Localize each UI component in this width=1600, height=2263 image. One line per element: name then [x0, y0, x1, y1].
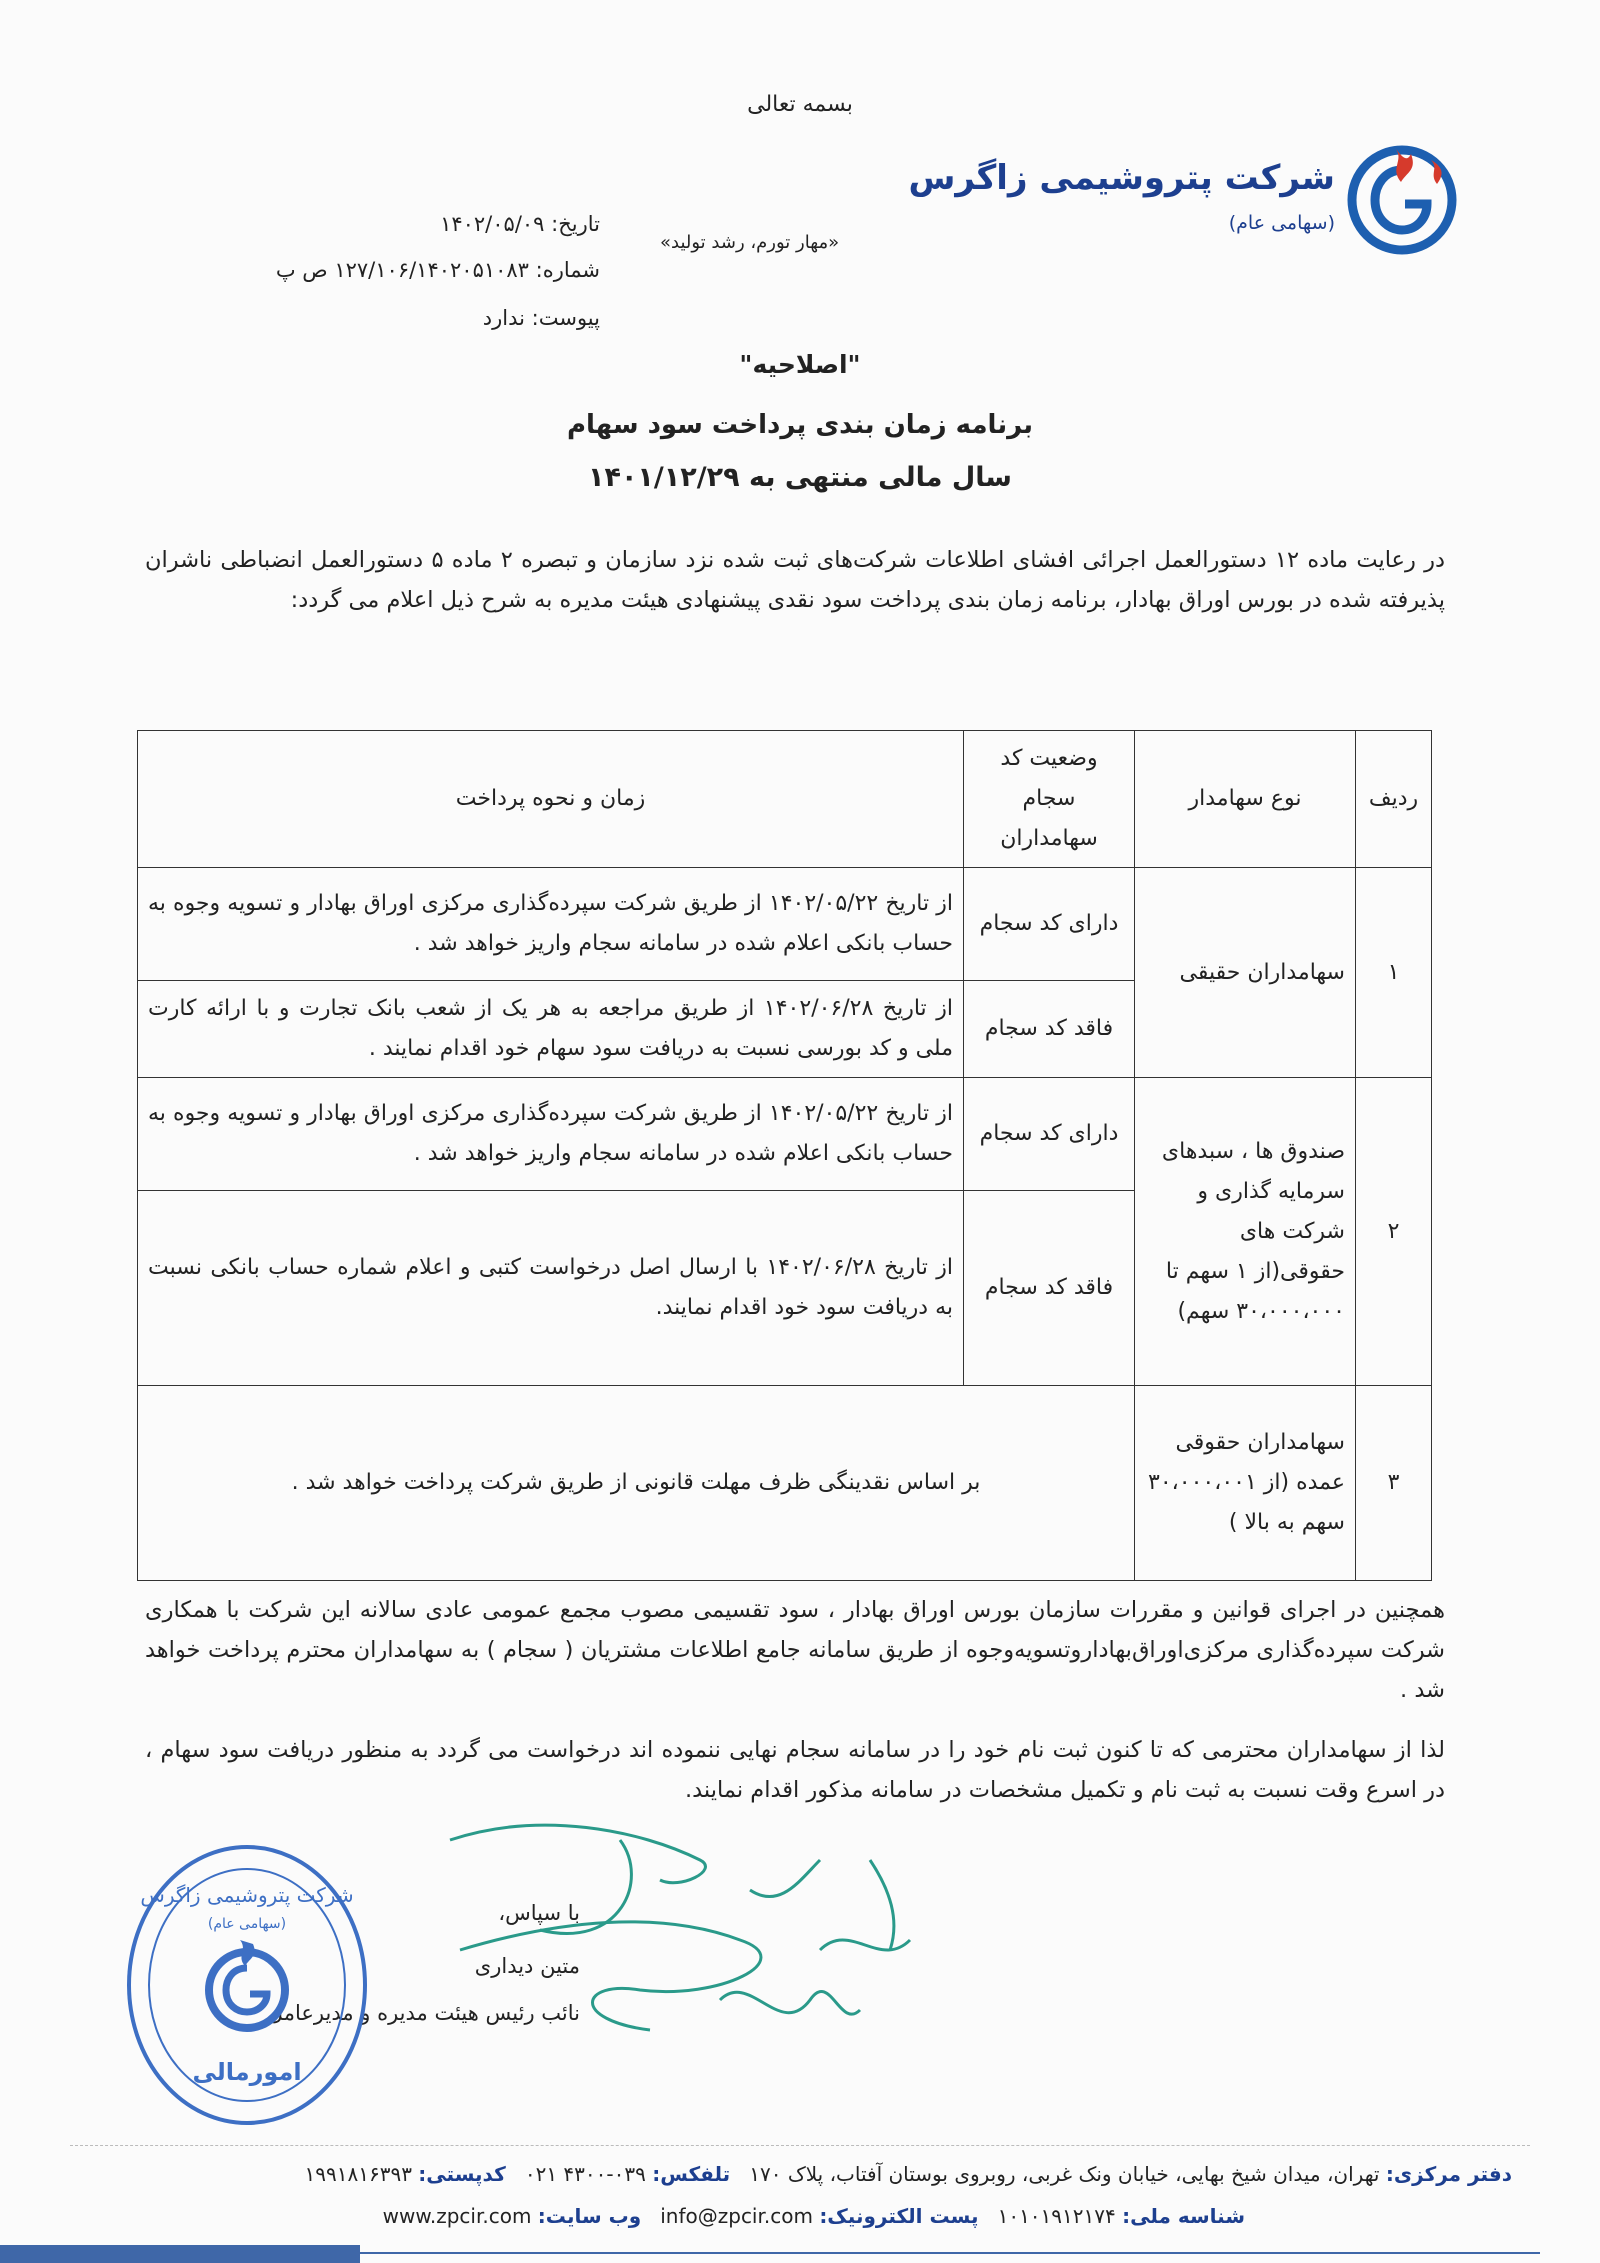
row2-payment-with-code: از تاریخ ۱۴۰۲/۰۵/۲۲ از طریق شرکت سپرده‌گذاری مرکزی اوراق بهادار و تسویه وجوه به حساب بانکی اعلام شده در سامانه سجام واریز خواهد شد . — [138, 1078, 964, 1191]
header-type: نوع سهامدار — [1135, 731, 1356, 868]
row1-payment-without-code: از تاریخ ۱۴۰۲/۰۶/۲۸ از طریق مراجعه به هر یک از شعب بانک تجارت و با ارائه کارت ملی و کد بورسی نسبت به دریافت سود سهام خود اقدام نمایند . — [138, 981, 964, 1078]
row1-radif: ۱ — [1356, 868, 1432, 1078]
footer-email-link[interactable]: info@zpcir.com — [660, 2204, 813, 2228]
footer-web-link[interactable]: www.zpcir.com — [382, 2204, 532, 2228]
company-logo — [908, 140, 1460, 260]
header-radif: ردیف — [1356, 731, 1432, 868]
footer-web-label: وب سایت: — [537, 2204, 642, 2228]
company-stamp — [122, 1840, 372, 2130]
registration-request-paragraph: لذا از سهامداران محترمی که تا کنون ثبت نام خود را در سامانه سجام نهایی ننموده اند درخواست می گردد به منظور دریافت سود سهام ، در اسرع وقت نسبت به ثبت نام و تکمیل مشخصات در سامانه مذکور اقدام نمایند. — [145, 1737, 1445, 1803]
row1-status-with-code: دارای کد سجام — [964, 868, 1135, 981]
company-name: شرکت پتروشیمی زاگرس — [908, 158, 1335, 198]
bismillah-heading: بسمه تعالی — [747, 92, 853, 117]
footer-email-label: پست الکترونیک: — [819, 2204, 979, 2228]
footer-contact-line — [383, 2204, 1245, 2228]
footer-postal: ۱۹۹۱۸۱۶۳۹۳ — [304, 2162, 412, 2186]
row3-payment: بر اساس نقدینگی ظرف مهلت قانونی از طریق شرکت پرداخت خواهد شد . — [138, 1386, 1135, 1581]
row2-status-with-code: دارای کد سجام — [964, 1078, 1135, 1191]
footer-fax: ۰۳۹-۴۳۰۰ ۰۲۱ — [524, 2162, 646, 2186]
stamp-sub-text: (سهامی عام) — [207, 1916, 287, 1932]
signer-name: متین دیداری — [474, 1954, 580, 1978]
closing-thanks: با سپاس، — [498, 1901, 580, 1925]
row3-type: سهامداران حقوقی عمده (از ۳۰،۰۰۰،۰۰۱ سهم به بالا ) — [1135, 1386, 1356, 1581]
row1-status-without-code: فاقد کد سجام — [964, 981, 1135, 1078]
row1-payment-with-code: از تاریخ ۱۴۰۲/۰۵/۲۲ از طریق شرکت سپرده‌گذاری مرکزی اوراق بهادار و تسویه وجوه به حساب بانکی اعلام شده در سامانه سجام واریز خواهد شد . — [138, 868, 964, 981]
correction-title: "اصلاحیه" — [739, 350, 861, 379]
row2-status-without-code: فاقد کد سجام — [964, 1191, 1135, 1386]
row1-type: سهامداران حقیقی — [1135, 868, 1356, 1078]
footer-thin-bar — [360, 2252, 1540, 2254]
footer-national-label: شناسه ملی: — [1122, 2204, 1245, 2228]
letter-date: تاریخ: ۱۴۰۲/۰۵/۰۹ — [440, 212, 600, 236]
handwritten-signature — [420, 1800, 940, 2070]
footer-office-label: دفتر مرکزی: — [1385, 2162, 1512, 2186]
dividend-schedule-table — [137, 730, 1432, 1581]
table-row — [138, 1386, 1432, 1581]
company-type: (سهامی عام) — [1228, 212, 1335, 234]
stamp-company-text: شرکت پتروشیمی زاگرس — [140, 1883, 354, 1907]
header-payment: زمان و نحوه پرداخت — [138, 731, 964, 868]
zagros-logo-icon — [1345, 140, 1460, 255]
footer-office-address: تهران، میدان شیخ بهایی، خیابان ونک غربی، روبروی بوستان آفتاب، پلاک ۱۷۰ — [749, 2162, 1380, 2186]
letter-number: شماره: ۱۲۷/۱۰۶/۱۴۰۲۰۵۱۰۸۳ ص پ — [275, 258, 600, 282]
row2-payment-without-code: از تاریخ ۱۴۰۲/۰۶/۲۸ با ارسال اصل درخواست کتبی و اعلام شماره حساب بانکی نسبت به دریافت سود خود اقدام نمایند. — [138, 1191, 964, 1386]
main-title: برنامه زمان بندی پرداخت سود سهام — [566, 410, 1034, 440]
table-header-row — [138, 731, 1432, 868]
row2-type: صندوق ها ، سبدهای سرمایه گذاری و شرکت های حقوقی(از ۱ سهم تا ۳۰،۰۰۰،۰۰۰ سهم) — [1135, 1078, 1356, 1386]
stamp-department-text: امورمالی — [192, 2058, 302, 2086]
table-row — [138, 868, 1432, 981]
header-status: وضعیت کد سجام سهامداران — [964, 731, 1135, 868]
intro-paragraph: در رعایت ماده ۱۲ دستورالعمل اجرائی افشای اطلاعات شرکت‌های ثبت شده نزد سازمان و تبصره ۲ ماده ۵ دستورالعمل انضباطی ناشران پذیرفته شده در بورس اوراق بهادار، برنامه زمان بندی پرداخت سود نقدی پیشنهادی هیئت مدیره به شرح ذیل اعلام می گردد: — [145, 547, 1445, 613]
letter-attachment: پیوست: ندارد — [482, 306, 600, 330]
regulation-paragraph: همچنین در اجرای قوانین و مقررات سازمان بورس اوراق بهادار ، سود تقسیمی مصوب مجمع عمومی عادی سالانه این شرکت با همکاری شرکت سپرده‌گذاری مرکزی‌اوراق‌بهادار‌وتسویه‌وجوه از طریق سامانه جامع اطلاعات مشتریان ( سجام ) به سهامداران محترم پرداخت خواهد شد . — [145, 1597, 1445, 1703]
footer-divider — [70, 2145, 1530, 2146]
footer-color-bar — [0, 2245, 360, 2263]
table-row — [138, 1078, 1432, 1191]
footer-address-line — [305, 2162, 1512, 2186]
slogan: «مهار تورم، رشد تولید» — [660, 232, 840, 253]
footer-postal-label: کدپستی: — [418, 2162, 506, 2186]
footer-fax-label: تلفکس: — [652, 2162, 731, 2186]
signer-title: نائب رئیس هیئت مدیره و مدیرعامل — [267, 2001, 580, 2025]
footer-national-id: ۱۰۱۰۱۹۱۲۱۷۴ — [997, 2204, 1116, 2228]
row3-radif: ۳ — [1356, 1386, 1432, 1581]
fiscal-year-title: سال مالی منتهی به ۱۴۰۱/۱۲/۲۹ — [587, 462, 1012, 493]
row2-radif: ۲ — [1356, 1078, 1432, 1386]
